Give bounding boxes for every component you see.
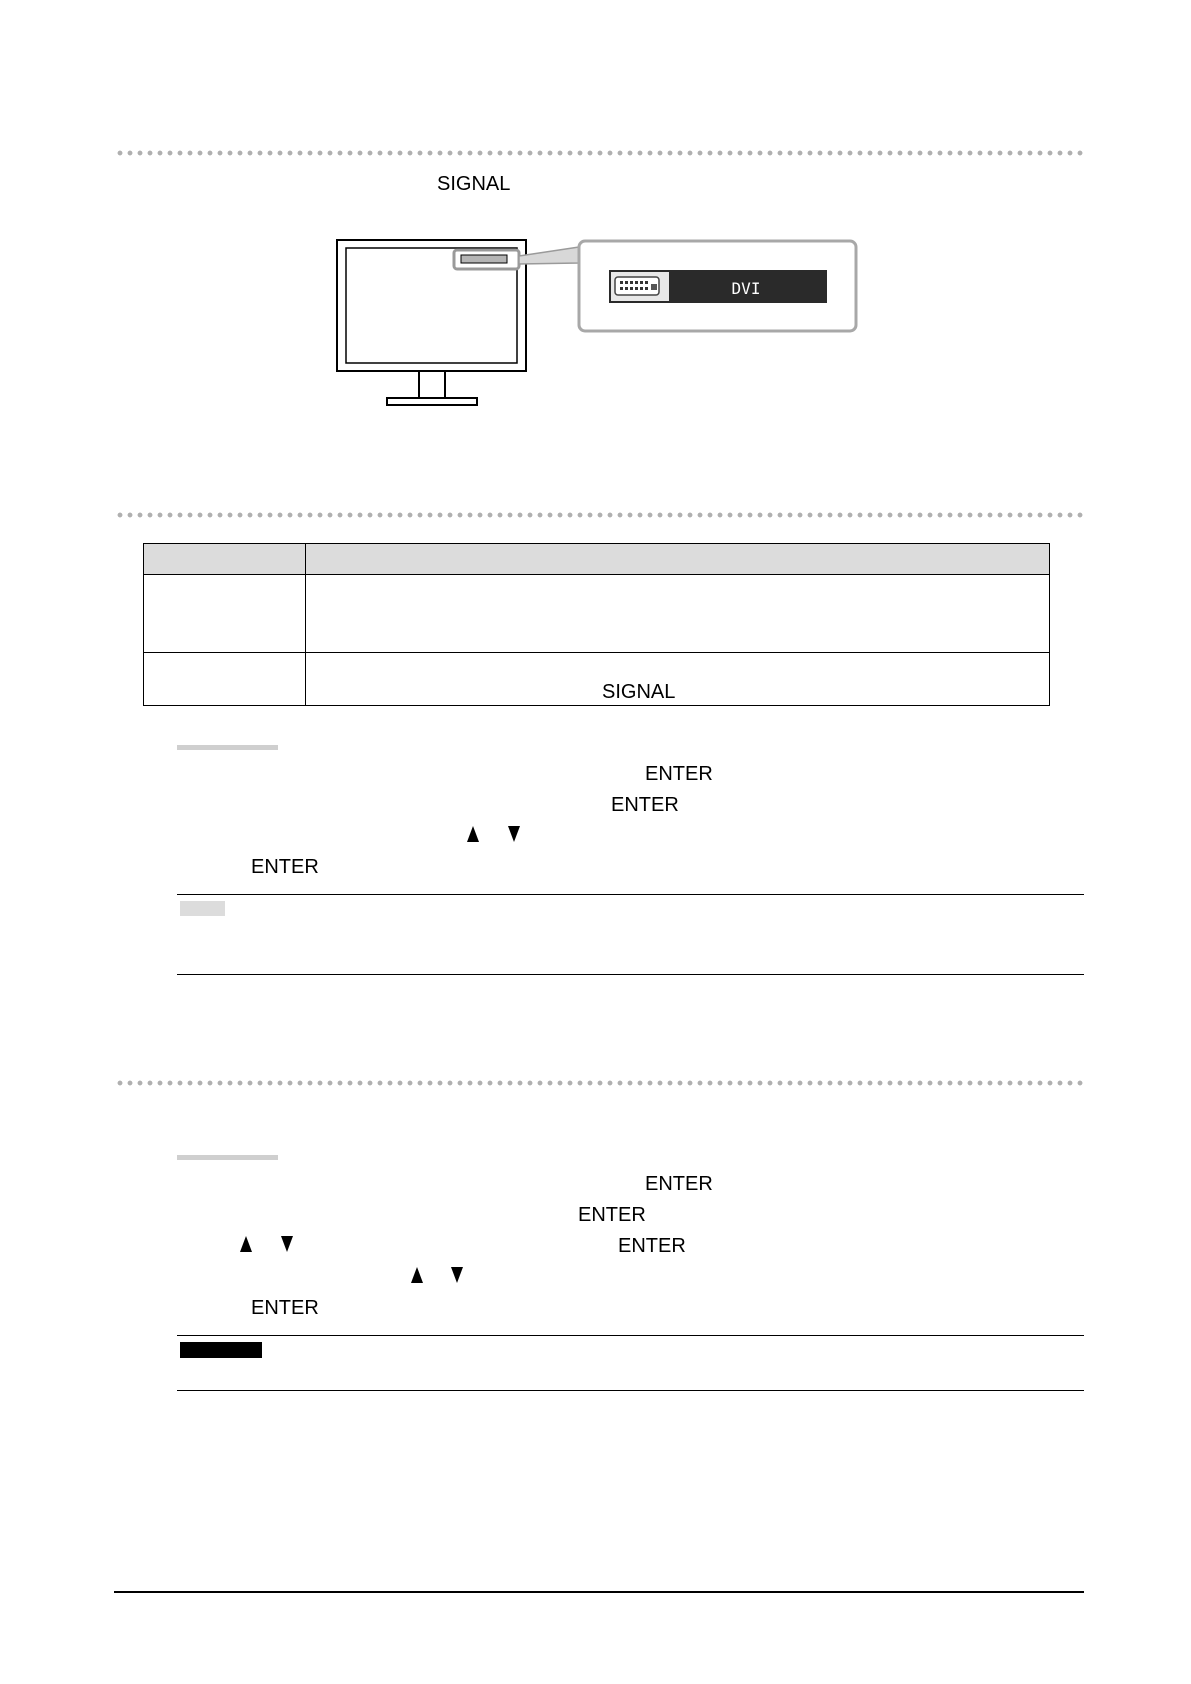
section-divider-dots: [115, 512, 1083, 518]
attention-badge: [180, 1342, 262, 1358]
enter-key-label: ENTER: [578, 1204, 646, 1226]
attention-bottom-rule: [177, 1390, 1084, 1391]
table-header-row: [144, 544, 1050, 575]
attention-top-rule: [177, 1335, 1084, 1336]
footer-rule: [114, 1591, 1084, 1593]
table-cell: [144, 575, 306, 653]
table-signal-label: SIGNAL: [602, 681, 676, 703]
note-badge: [180, 901, 225, 916]
down-arrow-icon: [281, 1236, 293, 1257]
section-divider-dots: [115, 150, 1083, 156]
up-arrow-icon: [467, 826, 479, 847]
indicator-bar: [461, 255, 507, 263]
procedure-heading-rule: [177, 1155, 278, 1160]
signal-label: SIGNAL: [437, 173, 511, 195]
table-cell: [306, 653, 1050, 706]
note-top-rule: [177, 894, 1084, 895]
procedure-heading-rule: [177, 745, 278, 750]
up-arrow-icon: [411, 1267, 423, 1288]
table-row: [144, 575, 1050, 653]
enter-key-label: ENTER: [618, 1235, 686, 1257]
note-bottom-rule: [177, 974, 1084, 975]
monitor-neck: [419, 371, 445, 398]
down-arrow-icon: [508, 826, 520, 847]
table-row: [144, 653, 1050, 706]
settings-table: [143, 543, 1050, 706]
table-header-cell: [144, 544, 306, 575]
monitor-illustration: [330, 232, 870, 407]
section-divider-dots: [115, 1080, 1083, 1086]
monitor-stand: [387, 398, 477, 405]
popup-text: DVI: [731, 279, 761, 298]
enter-key-label: ENTER: [251, 856, 319, 878]
enter-key-label: ENTER: [251, 1297, 319, 1319]
enter-key-label: ENTER: [645, 1173, 713, 1195]
enter-key-label: ENTER: [645, 763, 713, 785]
enter-key-label: ENTER: [611, 794, 679, 816]
table-header-cell: [306, 544, 1050, 575]
callout-connector: [519, 247, 579, 264]
table-cell: [306, 575, 1050, 653]
dvi-connector-icon: [611, 272, 669, 301]
up-arrow-icon: [240, 1236, 252, 1257]
table-cell: [144, 653, 306, 706]
down-arrow-icon: [451, 1267, 463, 1288]
